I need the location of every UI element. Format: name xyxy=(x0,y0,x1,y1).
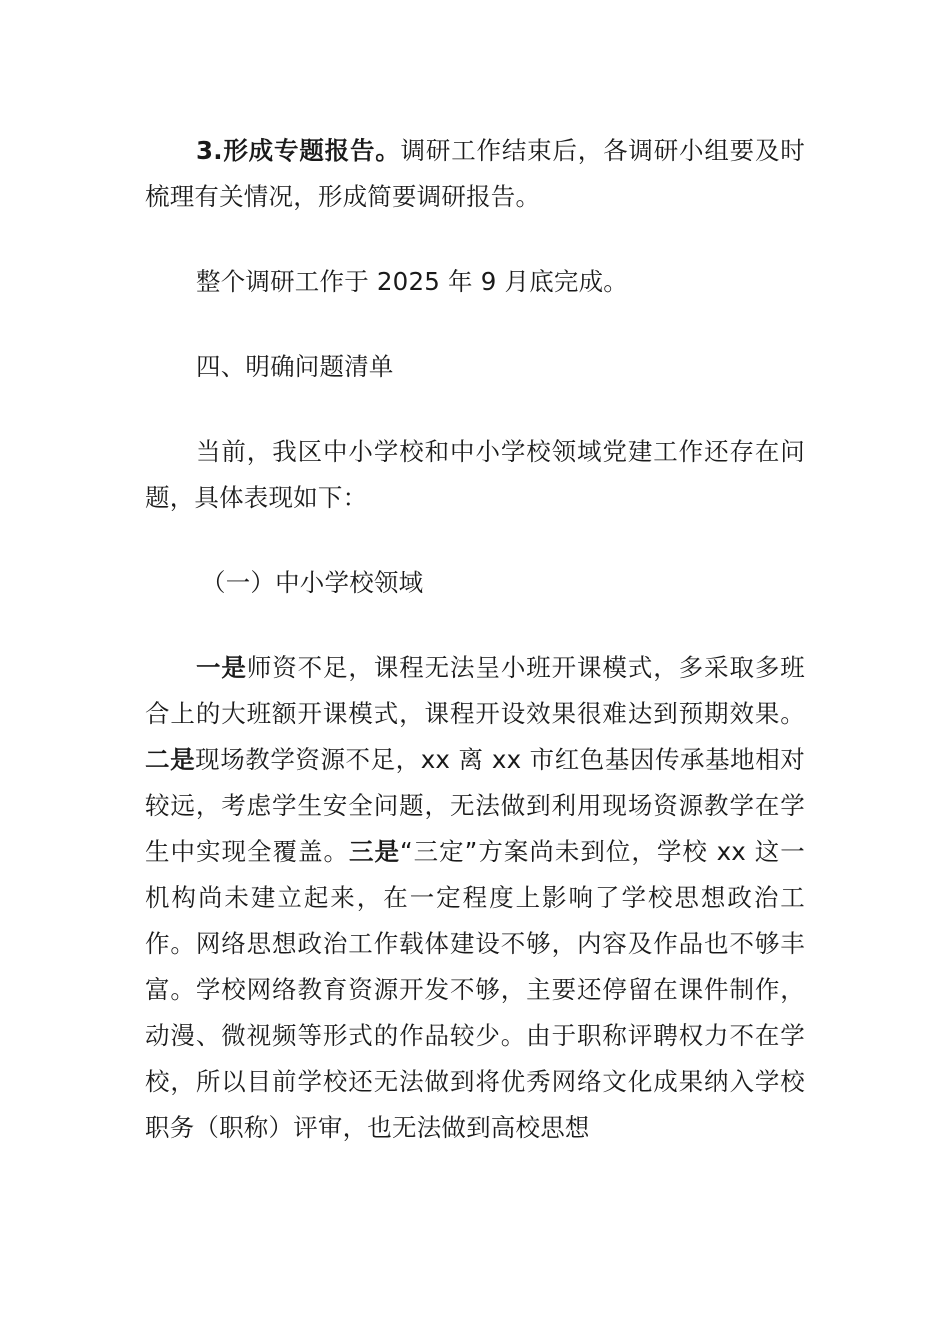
point-lead-3: 三是 xyxy=(348,837,400,866)
paragraph-lead: 3.形成专题报告。 xyxy=(196,136,401,165)
subsection-title-schools: （一）中小学校领域 xyxy=(201,568,424,597)
point-text-2: 现场教学资源不足，xx 离 xx 市红色基因传承基地相对较远，考虑学生安全问题，无法做到利用现场资源教学在学生中实现全覆盖。 xyxy=(145,745,805,866)
point-text-1: 师资不足，课程无法呈小班开课模式，多采取多班合上的大班额开课模式，课程开设效果很难达到预期效果。 xyxy=(145,653,805,728)
paragraph-completion: 整个调研工作于 2025 年 9 月底完成。 xyxy=(196,267,628,296)
point-text-3: “三定”方案尚未到位，学校 xx 这一机构尚未建立起来，在一定程度上影响了学校思想政治工作。网络思想政治工作载体建设不够，内容及作品也不够丰富。学校网络教育资源开发不够，主要还停留在课件制作，动漫、微视频等形式的作品较少。由于职称评聘权力不在学校，所以目前学校还无法做到将优秀网络文化成果纳入学校职务（职称）评审，也无法做到高校思想 xyxy=(145,837,805,1142)
paragraph-form-report xyxy=(145,128,805,220)
paragraph-school-problems xyxy=(145,645,805,1151)
document-page xyxy=(145,128,805,1151)
point-lead-1: 一是 xyxy=(196,653,247,682)
section-title-problem-list: 四、明确问题清单 xyxy=(196,352,394,381)
point-lead-2: 二是 xyxy=(145,745,196,774)
paragraph-current-problems: 当前，我区中小学校和中小学校领域党建工作还存在问题，具体表现如下： xyxy=(145,437,805,512)
paragraph-text: 调研工作结束后，各调研小组要及时梳理有关情况，形成简要调研报告。 xyxy=(145,136,805,211)
